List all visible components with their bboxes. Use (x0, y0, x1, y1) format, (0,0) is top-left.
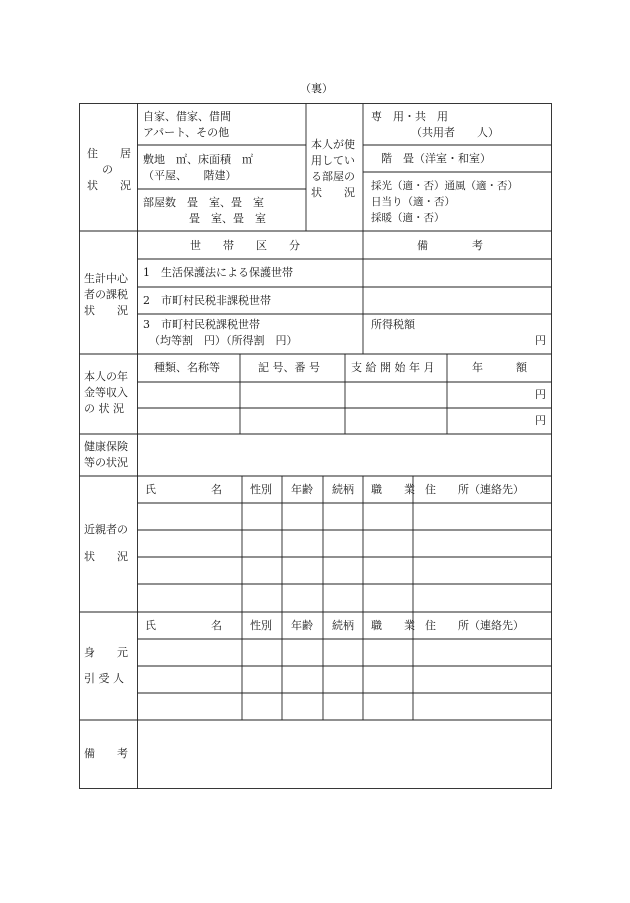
residence-rooms-line1: 部屋数 畳 室、畳 室 (143, 196, 264, 209)
tax-row-2: 2 市町村民税非課税世帯 (143, 294, 271, 307)
tax-col-remarks: 備 考 (417, 239, 483, 252)
relatives-label-2: 状 況 (84, 550, 128, 563)
remarks-label: 備 考 (84, 747, 128, 760)
tax-label-3: 状 況 (84, 304, 128, 317)
pension-col-amount: 年 額 (472, 361, 527, 374)
relatives-label-1: 近親者の (84, 523, 128, 536)
tax-row-3-line1: 3 市町村民税課税世帯 (143, 318, 260, 331)
pension-col-start: 支 給 開 始 年 月 (351, 361, 435, 374)
pension-col-type: 種類、名称等 (154, 361, 220, 374)
guarantor-col-age: 年齢 (291, 619, 313, 632)
page-label: （裏） (300, 82, 333, 95)
guarantor-col-name: 氏 名 (145, 619, 222, 632)
residence-area-line2: （平屋、 階建） (143, 169, 237, 182)
relatives-col-address: 住 所（連絡先） (425, 483, 524, 496)
residence-type-line1: 自家、借家、借間 (143, 110, 231, 123)
income-tax-label: 所得税額 (371, 318, 415, 331)
tax-row-1: 1 生活保護法による保護世帯 (143, 266, 293, 279)
pension-label-1: 本人の年 (84, 370, 128, 383)
room-env-line2: 日当り（適・否） (371, 196, 455, 208)
guarantor-col-sex: 性別 (250, 619, 272, 632)
residence-label-2: の (102, 163, 113, 176)
pension-label-3: の 状 況 (84, 402, 124, 415)
residence-area-line1: 敷地 ㎡、床面積 ㎡ (143, 153, 253, 166)
guarantor-label-1: 身 元 (84, 646, 128, 659)
tax-label-2: 者の課税 (84, 288, 128, 301)
room-label-2: 用してい (311, 154, 355, 167)
guarantor-col-relation: 続柄 (332, 619, 354, 632)
residence-label-1: 住 居 (87, 147, 131, 160)
pension-col-number: 記 号、番 号 (258, 361, 320, 374)
room-floor: 階 畳（洋室・和室） (381, 152, 491, 165)
health-label-1: 健康保険 (84, 440, 128, 453)
pension-yen-1: 円 (535, 388, 546, 401)
residence-label-3: 状 況 (87, 179, 131, 192)
income-tax-yen: 円 (535, 334, 546, 347)
room-label-4: 状 況 (311, 186, 355, 199)
relatives-col-age: 年齢 (291, 483, 313, 496)
pension-yen-2: 円 (535, 414, 546, 427)
tax-row-3-line2: （均等割 円）（所得割 円） (149, 334, 298, 347)
tax-label-1: 生計中心 (84, 272, 128, 285)
room-use-line1: 専 用・共 用 (371, 110, 448, 123)
room-env-line3: 採暖（適・否） (371, 212, 445, 224)
tax-col-class: 世 帯 区 分 (190, 239, 300, 252)
room-label-1: 本人が使 (311, 138, 355, 151)
room-env-line1: 採光（適・否）通風（適・否） (371, 180, 518, 192)
guarantor-col-job: 職 業 (371, 619, 415, 632)
guarantor-label-2: 引 受 人 (84, 672, 124, 685)
relatives-col-job: 職 業 (371, 483, 415, 496)
room-label-3: る部屋の (311, 170, 355, 183)
relatives-col-name: 氏 名 (145, 483, 222, 496)
room-use-line2: （共用者 人） (411, 126, 499, 139)
residence-type-line2: アパート、その他 (143, 126, 230, 139)
pension-label-2: 金等収入 (84, 386, 128, 399)
health-label-2: 等の状況 (84, 456, 128, 469)
relatives-col-sex: 性別 (250, 483, 272, 496)
residence-rooms-line2: 畳 室、畳 室 (189, 212, 266, 225)
relatives-col-relation: 続柄 (332, 483, 354, 496)
guarantor-col-address: 住 所（連絡先） (425, 619, 524, 632)
